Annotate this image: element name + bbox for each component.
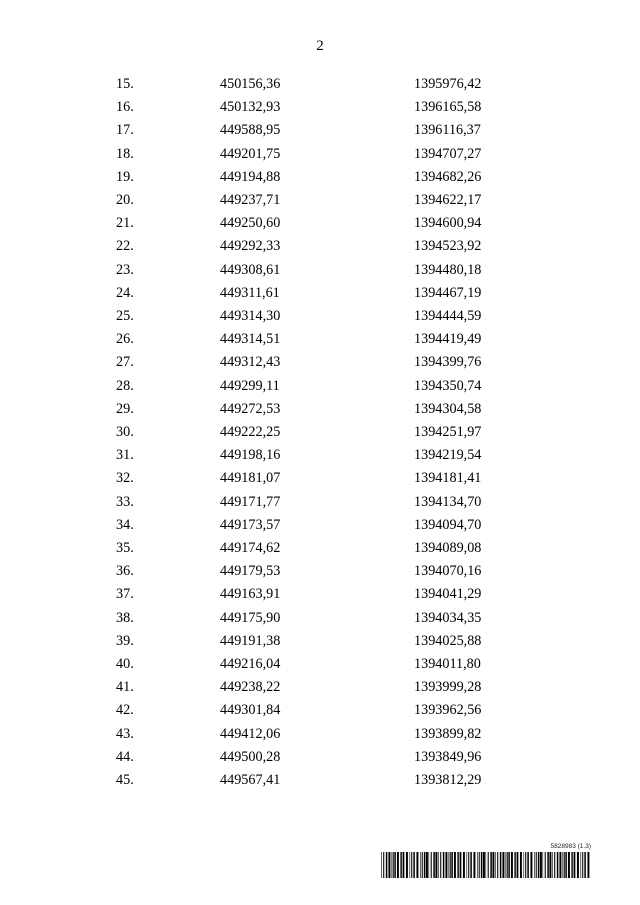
table-row: [0, 676, 640, 699]
barcode-bar: [495, 852, 496, 878]
barcode-bar: [426, 852, 428, 878]
barcode-bar: [413, 852, 415, 878]
barcode-bar: [507, 852, 508, 878]
table-row: [0, 491, 640, 514]
x-coordinate: 449163,91: [220, 586, 281, 603]
barcode-bar: [483, 852, 485, 878]
barcode-bar: [536, 852, 537, 878]
barcode-bar: [457, 852, 458, 878]
barcode-bar: [520, 852, 522, 878]
x-coordinate: 449588,95: [220, 122, 281, 139]
table-row: [0, 143, 640, 166]
y-coordinate: 1393899,82: [414, 725, 482, 742]
point-number: 42.: [116, 702, 134, 719]
point-number: 41.: [116, 679, 134, 696]
barcode-bar: [431, 852, 432, 878]
barcode-bar: [547, 852, 549, 878]
point-number: 34.: [116, 516, 134, 533]
barcode-bar: [460, 852, 462, 878]
barcode-bar: [497, 852, 498, 878]
barcode-bar: [422, 852, 423, 878]
x-coordinate: 449250,60: [220, 215, 281, 232]
barcode-bar: [449, 852, 450, 878]
barcode-bar: [410, 852, 411, 878]
point-number: 19.: [116, 168, 134, 185]
barcode-bar: [563, 852, 564, 878]
barcode-bar: [571, 852, 572, 878]
barcode-bar: [416, 852, 418, 878]
barcode-bar: [500, 852, 502, 878]
barcode-bar: [538, 852, 540, 878]
point-number: 44.: [116, 748, 134, 765]
y-coordinate: 1394181,41: [414, 470, 482, 487]
point-number: 24.: [116, 284, 134, 301]
page-number: 2: [316, 38, 324, 54]
table-row: [0, 514, 640, 537]
barcode-bar: [381, 852, 382, 878]
barcode-bar: [587, 852, 589, 878]
point-number: 15.: [116, 76, 134, 92]
point-number: 16.: [116, 99, 134, 116]
x-coordinate: 449314,51: [220, 331, 281, 348]
barcode-bar: [454, 852, 456, 878]
y-coordinate: 1394444,59: [414, 308, 482, 325]
point-number: 20.: [116, 192, 134, 209]
point-number: 23.: [116, 261, 134, 278]
x-coordinate: 449191,38: [220, 632, 281, 649]
barcode-bar: [490, 852, 492, 878]
x-coordinate: 449308,61: [220, 261, 281, 278]
barcode-bar: [581, 852, 582, 878]
table-row: [0, 328, 640, 351]
point-number: 17.: [116, 122, 134, 139]
barcode-bar: [463, 852, 465, 878]
barcode-bar: [468, 852, 469, 878]
barcode-bar: [565, 852, 567, 878]
barcode-bar: [393, 852, 394, 878]
y-coordinate: 1394011,80: [414, 656, 481, 673]
x-coordinate: 449238,22: [220, 679, 281, 696]
barcode-bar: [515, 852, 516, 878]
y-coordinate: 1394622,17: [414, 192, 482, 209]
table-row: [0, 375, 640, 398]
point-number: 35.: [116, 540, 134, 557]
barcode-bar: [401, 852, 402, 878]
barcode-bar: [424, 852, 426, 878]
point-number: 36.: [116, 563, 134, 580]
barcode-bar: [549, 852, 551, 878]
table-row: [0, 769, 640, 792]
x-coordinate: 449198,16: [220, 447, 281, 464]
barcode-bar: [525, 852, 526, 878]
y-coordinate: 1393812,29: [414, 772, 482, 789]
table-row: [0, 560, 640, 583]
table-row: [0, 166, 640, 189]
barcode-bar: [527, 852, 529, 878]
barcode-bar: [534, 852, 535, 878]
x-coordinate: 450156,36: [220, 76, 281, 92]
barcode-bar: [492, 852, 494, 878]
y-coordinate: 1394134,70: [414, 493, 482, 510]
x-coordinate: 449311,61: [220, 284, 280, 301]
x-coordinate: 449201,75: [220, 145, 281, 162]
table-row: [0, 73, 640, 96]
barcode-bar: [511, 852, 513, 878]
table-row: [0, 282, 640, 305]
barcode-bar: [406, 852, 408, 878]
barcode-bar: [524, 852, 525, 878]
y-coordinate: 1394350,74: [414, 377, 482, 394]
y-coordinate: 1394399,76: [414, 354, 482, 371]
table-row: [0, 583, 640, 606]
barcode-bar: [383, 852, 384, 878]
barcode-bar: [543, 852, 544, 878]
x-coordinate: 449567,41: [220, 772, 281, 789]
x-coordinate: 449173,57: [220, 516, 281, 533]
barcode-bar: [488, 852, 489, 878]
table-row: [0, 96, 640, 119]
barcode-block: [381, 843, 591, 879]
barcode-bar: [467, 852, 468, 878]
barcode-bar: [554, 852, 555, 878]
x-coordinate: 449174,62: [220, 540, 281, 557]
x-coordinate: 449179,53: [220, 563, 281, 580]
table-row: [0, 259, 640, 282]
point-number: 27.: [116, 354, 134, 371]
table-row: [0, 630, 640, 653]
x-coordinate: 449312,43: [220, 354, 281, 371]
x-coordinate: 449299,11: [220, 377, 280, 394]
x-coordinate: 449412,06: [220, 725, 281, 742]
barcode-bar: [559, 852, 561, 878]
barcode-bar: [577, 852, 579, 878]
barcode-bar: [411, 852, 412, 878]
y-coordinate: 1394094,70: [414, 516, 482, 533]
barcode-bar: [572, 852, 573, 878]
barcode-bar: [502, 852, 504, 878]
barcode-bar: [443, 852, 445, 878]
table-row: [0, 699, 640, 722]
barcode-bar: [438, 852, 439, 878]
y-coordinate: 1394707,27: [414, 145, 482, 162]
x-coordinate: 449237,71: [220, 192, 281, 209]
point-number: 18.: [116, 145, 134, 162]
barcode-bar: [574, 852, 576, 878]
table-row: [0, 607, 640, 630]
point-number: 38.: [116, 609, 134, 626]
point-number: 39.: [116, 632, 134, 649]
barcode-bar: [420, 852, 421, 878]
coordinates-table-body: [0, 73, 640, 792]
barcode-bar: [568, 852, 570, 878]
x-coordinate: 449194,88: [220, 168, 281, 185]
x-coordinate: 449175,90: [220, 609, 281, 626]
point-number: 37.: [116, 586, 134, 603]
barcode-image: [381, 852, 591, 878]
table-row: [0, 351, 640, 374]
barcode-bar: [486, 852, 487, 878]
barcode-bar: [545, 852, 546, 878]
x-coordinate: 449181,07: [220, 470, 281, 487]
barcode-bar: [564, 852, 565, 878]
barcode-bar: [400, 852, 401, 878]
point-number: 40.: [116, 656, 134, 673]
point-number: 45.: [116, 772, 134, 789]
y-coordinate: 1394034,35: [414, 609, 482, 626]
x-coordinate: 449216,04: [220, 656, 281, 673]
y-coordinate: 1394600,94: [414, 215, 482, 232]
barcode-bar: [477, 852, 478, 878]
y-coordinate: 1394070,16: [414, 563, 482, 580]
y-coordinate: 1394089,08: [414, 540, 482, 557]
y-coordinate: 1394025,88: [414, 632, 482, 649]
y-coordinate: 1396165,58: [414, 99, 482, 116]
barcode-bar: [530, 852, 532, 878]
table-row: [0, 746, 640, 769]
table-row: [0, 398, 640, 421]
x-coordinate: 449301,84: [220, 702, 281, 719]
barcode-bar: [582, 852, 583, 878]
y-coordinate: 1393849,96: [414, 748, 482, 765]
barcode-bar: [479, 852, 480, 878]
x-coordinate: 449222,25: [220, 424, 281, 441]
table-row: [0, 723, 640, 746]
table-row: [0, 119, 640, 142]
y-coordinate: 1394219,54: [414, 447, 482, 464]
barcode-bar: [458, 852, 459, 878]
table-row: [0, 444, 640, 467]
barcode-bar: [386, 852, 388, 878]
barcode-bar: [429, 852, 430, 878]
x-coordinate: 449171,77: [220, 493, 281, 510]
x-coordinate: 449292,33: [220, 238, 281, 255]
y-coordinate: 1393999,28: [414, 679, 482, 696]
point-number: 22.: [116, 238, 134, 255]
y-coordinate: 1393962,56: [414, 702, 482, 719]
barcode-bar: [403, 852, 405, 878]
barcode-bar: [450, 852, 451, 878]
point-number: 30.: [116, 424, 134, 441]
barcode-bar: [557, 852, 559, 878]
barcode-bar: [552, 852, 553, 878]
barcode-bar: [388, 852, 390, 878]
barcode-bar: [440, 852, 441, 878]
point-number: 29.: [116, 400, 134, 417]
barcode-bar: [473, 852, 475, 878]
y-coordinate: 1395976,42: [414, 76, 482, 92]
barcode-bar: [451, 852, 453, 878]
barcode-bar: [584, 852, 586, 878]
table-row: [0, 305, 640, 328]
barcode-bar: [433, 852, 435, 878]
barcode-bar: [392, 852, 393, 878]
point-number: 32.: [116, 470, 134, 487]
barcode-bar: [470, 852, 472, 878]
table-row: [0, 189, 640, 212]
y-coordinate: 1394682,26: [414, 168, 482, 185]
point-number: 31.: [116, 447, 134, 464]
y-coordinate: 1394251,97: [414, 424, 482, 441]
y-coordinate: 1394523,92: [414, 238, 482, 255]
point-number: 28.: [116, 377, 134, 394]
y-coordinate: 1394304,58: [414, 400, 482, 417]
y-coordinate: 1394480,18: [414, 261, 482, 278]
barcode-bar: [397, 852, 399, 878]
barcode-bar: [540, 852, 542, 878]
y-coordinate: 1396116,37: [414, 122, 481, 139]
coordinates-table: [0, 73, 640, 792]
y-coordinate: 1394467,19: [414, 284, 482, 301]
barcode-bar: [508, 852, 510, 878]
table-row: [0, 212, 640, 235]
y-coordinate: 1394419,49: [414, 331, 482, 348]
table-row: [0, 235, 640, 258]
point-number: 21.: [116, 215, 134, 232]
y-coordinate: 1394041,29: [414, 586, 482, 603]
barcode-bar: [394, 852, 396, 878]
barcode-label: 5828983 (1.3): [550, 843, 591, 850]
table-row: [0, 653, 640, 676]
barcode-bar: [514, 852, 515, 878]
x-coordinate: 449314,30: [220, 308, 281, 325]
barcode-bar: [506, 852, 507, 878]
point-number: 33.: [116, 493, 134, 510]
barcode-bar: [517, 852, 519, 878]
point-number: 25.: [116, 308, 134, 325]
point-number: 26.: [116, 331, 134, 348]
x-coordinate: 449272,53: [220, 400, 281, 417]
barcode-bar: [481, 852, 483, 878]
barcode-bar: [435, 852, 437, 878]
barcode-bar: [445, 852, 447, 878]
point-number: 43.: [116, 725, 134, 742]
table-row: [0, 537, 640, 560]
table-row: [0, 467, 640, 490]
x-coordinate: 449500,28: [220, 748, 281, 765]
x-coordinate: 450132,93: [220, 99, 281, 116]
table-row: [0, 421, 640, 444]
